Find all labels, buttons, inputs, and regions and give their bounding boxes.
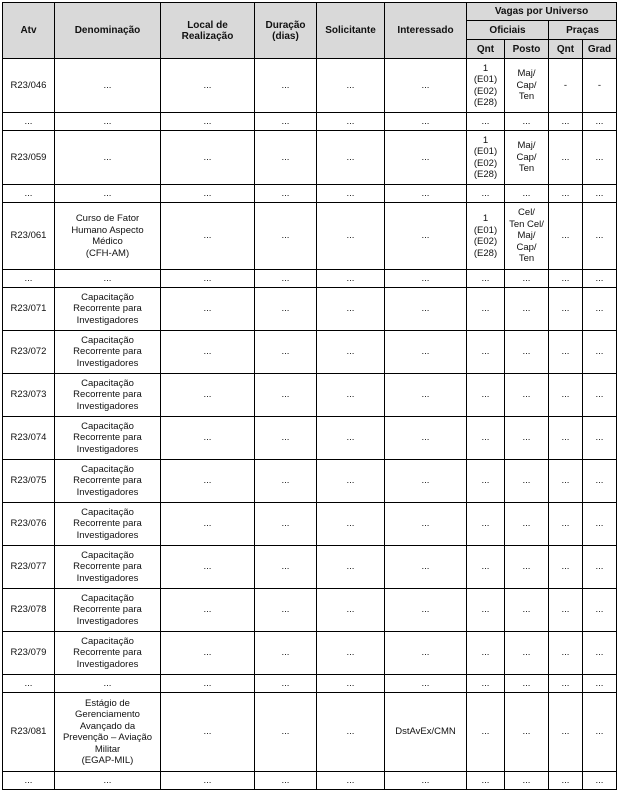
cell-denominacao: Curso de Fator Humano Aspecto Médico (CFH-AM) [55,203,161,270]
cell-oficiais-posto: ... [505,460,549,503]
cell-atv: R23/059 [3,131,55,185]
cell-denominacao: Estágio de Gerenciamento Avançado da Prevenção – Aviação Militar (EGAP-MIL) [55,693,161,772]
header-vagas: Vagas por Universo [467,3,617,21]
cell-oficiais-posto: ... [505,417,549,460]
cell-solicitante: ... [317,331,385,374]
header-solicitante: Solicitante [317,3,385,59]
cell-atv: R23/075 [3,460,55,503]
cell-duracao: ... [255,546,317,589]
cell-duracao: ... [255,288,317,331]
header-local: Local de Realização [161,3,255,59]
header-oficiais: Oficiais [467,21,549,40]
cell-atv: ... [3,270,55,288]
cell-interessado: ... [385,503,467,546]
cell-atv: ... [3,772,55,790]
cell-atv: R23/046 [3,59,55,113]
cell-denominacao: Capacitação Recorrente para Investigadores [55,331,161,374]
cell-denominacao: Capacitação Recorrente para Investigadores [55,546,161,589]
cell-solicitante: ... [317,203,385,270]
cell-local: ... [161,59,255,113]
cell-oficiais-posto: ... [505,374,549,417]
cell-atv: ... [3,675,55,693]
cell-oficiais-posto: Maj/ Cap/ Ten [505,131,549,185]
cell-oficiais-qnt: ... [467,772,505,790]
cell-pracas-qnt: ... [549,772,583,790]
cell-interessado: ... [385,288,467,331]
cell-local: ... [161,203,255,270]
cell-oficiais-posto: ... [505,503,549,546]
cell-oficiais-posto: ... [505,632,549,675]
cell-local: ... [161,675,255,693]
cell-denominacao: Capacitação Recorrente para Investigadores [55,589,161,632]
cell-duracao: ... [255,589,317,632]
cell-pracas-qnt: ... [549,503,583,546]
cell-duracao: ... [255,417,317,460]
cell-denominacao: Capacitação Recorrente para Investigadores [55,288,161,331]
cell-atv: ... [3,185,55,203]
cell-oficiais-posto: ... [505,331,549,374]
cell-local: ... [161,546,255,589]
cell-oficiais-qnt: ... [467,374,505,417]
table-row [3,417,617,460]
table-row [3,589,617,632]
table-row [3,185,617,203]
cell-oficiais-posto: ... [505,589,549,632]
cell-pracas-qnt: ... [549,374,583,417]
cell-oficiais-qnt: ... [467,288,505,331]
cell-interessado: ... [385,546,467,589]
cell-denominacao: ... [55,675,161,693]
cell-oficiais-qnt: ... [467,417,505,460]
table-row [3,270,617,288]
cell-interessado: ... [385,675,467,693]
cell-pracas-grad: - [583,59,617,113]
cell-duracao: ... [255,503,317,546]
cell-pracas-grad: ... [583,546,617,589]
cell-local: ... [161,131,255,185]
cell-interessado: ... [385,331,467,374]
header-pracas-qnt: Qnt [549,40,583,59]
cell-oficiais-posto: ... [505,270,549,288]
cell-duracao: ... [255,131,317,185]
table-row [3,772,617,790]
cell-denominacao: ... [55,131,161,185]
cell-pracas-grad: ... [583,675,617,693]
cell-pracas-grad: ... [583,693,617,772]
cell-local: ... [161,288,255,331]
cell-duracao: ... [255,632,317,675]
cell-solicitante: ... [317,772,385,790]
header-oficiais-posto: Posto [505,40,549,59]
cell-atv: R23/079 [3,632,55,675]
vagas-table [2,2,617,790]
cell-oficiais-qnt: ... [467,331,505,374]
header-pracas: Praças [549,21,617,40]
table-row [3,203,617,270]
cell-solicitante: ... [317,460,385,503]
cell-solicitante: ... [317,131,385,185]
cell-solicitante: ... [317,113,385,131]
cell-oficiais-qnt: ... [467,632,505,675]
cell-denominacao: ... [55,59,161,113]
cell-pracas-grad: ... [583,203,617,270]
cell-oficiais-qnt: ... [467,270,505,288]
cell-oficiais-posto: ... [505,546,549,589]
table-row [3,288,617,331]
cell-local: ... [161,270,255,288]
cell-oficiais-posto: ... [505,185,549,203]
cell-local: ... [161,632,255,675]
cell-pracas-grad: ... [583,270,617,288]
cell-atv: R23/061 [3,203,55,270]
cell-solicitante: ... [317,546,385,589]
cell-pracas-grad: ... [583,374,617,417]
cell-pracas-qnt: ... [549,288,583,331]
cell-interessado: ... [385,270,467,288]
header-interessado: Interessado [385,3,467,59]
table-row [3,460,617,503]
cell-pracas-grad: ... [583,772,617,790]
cell-pracas-qnt: ... [549,331,583,374]
cell-atv: R23/077 [3,546,55,589]
cell-interessado: ... [385,460,467,503]
cell-pracas-grad: ... [583,417,617,460]
cell-local: ... [161,417,255,460]
cell-denominacao: ... [55,270,161,288]
cell-pracas-grad: ... [583,131,617,185]
cell-oficiais-posto: ... [505,113,549,131]
table-row [3,632,617,675]
cell-denominacao: Capacitação Recorrente para Investigadores [55,374,161,417]
cell-solicitante: ... [317,59,385,113]
cell-pracas-grad: ... [583,589,617,632]
cell-interessado: ... [385,203,467,270]
cell-oficiais-posto: ... [505,675,549,693]
cell-solicitante: ... [317,374,385,417]
cell-oficiais-posto: ... [505,693,549,772]
cell-pracas-qnt: ... [549,113,583,131]
cell-interessado: ... [385,772,467,790]
cell-oficiais-qnt: 1 (E01) (E02) (E28) [467,203,505,270]
cell-pracas-qnt: ... [549,460,583,503]
cell-local: ... [161,113,255,131]
cell-interessado: ... [385,113,467,131]
header-pracas-grad: Grad [583,40,617,59]
cell-solicitante: ... [317,503,385,546]
cell-atv: R23/078 [3,589,55,632]
cell-pracas-qnt: ... [549,675,583,693]
cell-solicitante: ... [317,270,385,288]
cell-interessado: ... [385,59,467,113]
table-row [3,503,617,546]
cell-duracao: ... [255,693,317,772]
cell-pracas-grad: ... [583,113,617,131]
cell-denominacao: ... [55,772,161,790]
cell-pracas-qnt: ... [549,185,583,203]
cell-oficiais-qnt: 1 (E01) (E02) (E28) [467,59,505,113]
cell-solicitante: ... [317,417,385,460]
cell-duracao: ... [255,203,317,270]
cell-pracas-qnt: ... [549,270,583,288]
cell-oficiais-qnt: ... [467,546,505,589]
header-denominacao: Denominação [55,3,161,59]
cell-duracao: ... [255,185,317,203]
cell-oficiais-posto: ... [505,772,549,790]
table-row [3,546,617,589]
cell-atv: R23/071 [3,288,55,331]
cell-pracas-grad: ... [583,632,617,675]
table-body [3,59,617,790]
cell-solicitante: ... [317,632,385,675]
cell-oficiais-qnt: ... [467,185,505,203]
cell-oficiais-posto: Cel/ Ten Cel/ Maj/ Cap/ Ten [505,203,549,270]
header-oficiais-qnt: Qnt [467,40,505,59]
cell-local: ... [161,331,255,374]
table-row [3,113,617,131]
cell-solicitante: ... [317,675,385,693]
cell-pracas-qnt: ... [549,693,583,772]
header-atv: Atv [3,3,55,59]
cell-oficiais-qnt: ... [467,675,505,693]
cell-oficiais-qnt: ... [467,693,505,772]
cell-duracao: ... [255,772,317,790]
cell-oficiais-qnt: 1 (E01) (E02) (E28) [467,131,505,185]
cell-oficiais-qnt: ... [467,503,505,546]
cell-local: ... [161,460,255,503]
cell-local: ... [161,185,255,203]
cell-pracas-grad: ... [583,185,617,203]
cell-denominacao: Capacitação Recorrente para Investigadores [55,503,161,546]
cell-solicitante: ... [317,589,385,632]
cell-interessado: ... [385,632,467,675]
cell-duracao: ... [255,270,317,288]
cell-local: ... [161,693,255,772]
cell-interessado: ... [385,185,467,203]
table-row [3,374,617,417]
cell-atv: R23/076 [3,503,55,546]
cell-duracao: ... [255,460,317,503]
cell-pracas-qnt: ... [549,632,583,675]
cell-pracas-grad: ... [583,460,617,503]
table-row [3,675,617,693]
cell-duracao: ... [255,675,317,693]
cell-pracas-qnt: - [549,59,583,113]
cell-oficiais-qnt: ... [467,589,505,632]
cell-local: ... [161,374,255,417]
header-duracao: Duração (dias) [255,3,317,59]
cell-denominacao: ... [55,113,161,131]
cell-local: ... [161,589,255,632]
cell-interessado: ... [385,374,467,417]
cell-duracao: ... [255,331,317,374]
cell-pracas-grad: ... [583,288,617,331]
cell-interessado: ... [385,589,467,632]
cell-atv: R23/074 [3,417,55,460]
cell-solicitante: ... [317,185,385,203]
cell-solicitante: ... [317,693,385,772]
cell-denominacao: ... [55,185,161,203]
cell-interessado: ... [385,131,467,185]
cell-interessado: ... [385,417,467,460]
cell-atv: R23/072 [3,331,55,374]
cell-pracas-grad: ... [583,503,617,546]
cell-oficiais-qnt: ... [467,113,505,131]
cell-local: ... [161,772,255,790]
cell-pracas-qnt: ... [549,546,583,589]
table-row [3,59,617,113]
cell-duracao: ... [255,59,317,113]
cell-atv: ... [3,113,55,131]
cell-local: ... [161,503,255,546]
cell-denominacao: Capacitação Recorrente para Investigadores [55,460,161,503]
cell-pracas-qnt: ... [549,589,583,632]
cell-interessado: DstAvEx/CMN [385,693,467,772]
cell-duracao: ... [255,113,317,131]
cell-pracas-qnt: ... [549,417,583,460]
cell-oficiais-posto: ... [505,288,549,331]
cell-atv: R23/081 [3,693,55,772]
cell-solicitante: ... [317,288,385,331]
cell-pracas-qnt: ... [549,131,583,185]
cell-atv: R23/073 [3,374,55,417]
cell-pracas-grad: ... [583,331,617,374]
table-row [3,131,617,185]
cell-denominacao: Capacitação Recorrente para Investigadores [55,632,161,675]
cell-duracao: ... [255,374,317,417]
cell-pracas-qnt: ... [549,203,583,270]
table-row [3,693,617,772]
cell-denominacao: Capacitação Recorrente para Investigadores [55,417,161,460]
table-row [3,331,617,374]
cell-oficiais-posto: Maj/ Cap/ Ten [505,59,549,113]
cell-oficiais-qnt: ... [467,460,505,503]
